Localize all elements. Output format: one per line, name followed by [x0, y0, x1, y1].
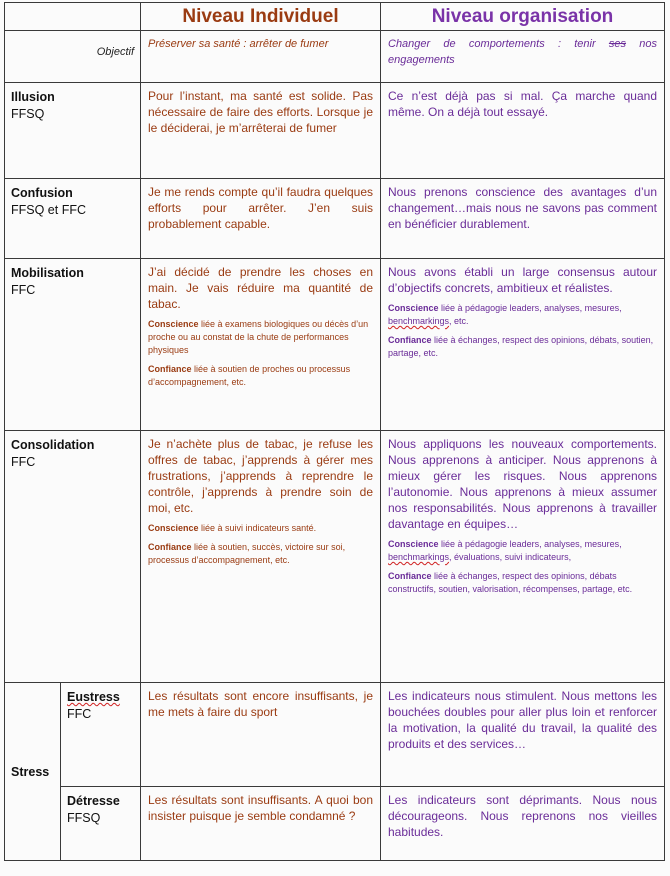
- stress-label: Stress: [5, 683, 61, 861]
- conscience-note: [388, 302, 657, 328]
- conscience-text-post: , évaluations, suivi indicateurs,: [449, 552, 572, 562]
- stage-sub: FFSQ et FFC: [11, 203, 86, 217]
- row-detresse: [5, 787, 665, 861]
- stage-label-eustress: [61, 683, 141, 787]
- objective-label: Objectif: [5, 31, 141, 83]
- consolidation-organisation: [381, 431, 665, 683]
- objective-row: [5, 31, 665, 83]
- conscience-text-pre: liée à pédagogie leaders, analyses, mesures,: [438, 539, 622, 549]
- illusion-organisation: Ce n’est déjà pas si mal. Ça marche quand même. On a déjà tout essayé.: [381, 83, 665, 179]
- confiance-label: Confiance: [148, 542, 192, 552]
- confiance-label: Confiance: [388, 571, 432, 581]
- stage-sub: FFSQ: [11, 107, 45, 121]
- stage-title: Mobilisation: [11, 266, 84, 280]
- detresse-individual: Les résultats sont insuffisants. A quoi bon insister puisque je semble condamné ?: [141, 787, 381, 861]
- confusion-organisation: Nous prenons conscience des avantages d’un changement…mais nous ne savons pas comment en bénéficier durablement.: [381, 179, 665, 259]
- stage-label-detresse: [61, 787, 141, 861]
- objective-organisation-strike: ses: [608, 38, 627, 50]
- comparison-table: [4, 2, 665, 861]
- header-empty-cell: [5, 3, 141, 31]
- stage-title: Eustress: [67, 690, 120, 704]
- stage-label-confusion: [5, 179, 141, 259]
- stage-sub: FFSQ: [67, 811, 101, 825]
- stage-label-consolidation: [5, 431, 141, 683]
- stage-title: Confusion: [11, 186, 73, 200]
- confusion-individual: Je me rends compte qu’il faudra quelques efforts pour arrêter. J’en suis probablement capable.: [141, 179, 381, 259]
- conscience-label: Conscience: [148, 319, 199, 329]
- main-text: Nous avons établi un large consensus autour d’objectifs concrets, ambitieux et réalistes.: [388, 265, 657, 295]
- main-text: Nous appliquons les nouveaux comportements. Nous apprenons à anticiper. Nous apprenons à mieux gérer les risques. Nous apprenons l’autonomie. Nous apprenons à mieux assumer nos responsabilités. Nous apprenons à travailler davantage en équipes…: [388, 437, 657, 531]
- conscience-note: [148, 522, 373, 535]
- stage-label-illusion: [5, 83, 141, 179]
- confiance-note: [388, 334, 657, 360]
- confiance-text: liée à échanges, respect des opinions, débats, soutien, partage, etc.: [388, 335, 654, 358]
- main-text: Je n’achète plus de tabac, je refuse les offres de tabac, j’apprends à gérer mes frustrations, j’apprends à reprendre le contrôle, j’apprends à prendre soin de moi, etc.: [148, 437, 373, 515]
- stage-title: Détresse: [67, 794, 120, 808]
- main-text: J’ai décidé de prendre les choses en main. Je vais réduire ma quantité de tabac.: [148, 265, 373, 311]
- confiance-label: Confiance: [148, 364, 192, 374]
- eustress-individual: Les résultats sont encore insuffisants, je me mets à faire du sport: [141, 683, 381, 787]
- conscience-label: Conscience: [148, 523, 199, 533]
- stage-sub: FFC: [11, 455, 36, 469]
- conscience-text-post: , etc.: [449, 316, 469, 326]
- eustress-organisation: Les indicateurs nous stimulent. Nous mettons les bouchées doubles pour aller plus loin et renforcer la motivation, la qualité du travail, la qualité des produits et des services…: [381, 683, 665, 787]
- conscience-text: liée à suivi indicateurs santé.: [198, 523, 317, 533]
- stage-sub: FFC: [67, 707, 92, 721]
- conscience-label: Conscience: [388, 539, 439, 549]
- confiance-note: [388, 570, 657, 596]
- row-consolidation: [5, 431, 665, 683]
- header-individual: Niveau Individuel: [141, 3, 381, 31]
- conscience-text-pre: liée à pédagogie leaders, analyses, mesures,: [438, 303, 622, 313]
- stage-title: Illusion: [11, 90, 55, 104]
- objective-organisation: [381, 31, 665, 83]
- illusion-individual: Pour l’instant, ma santé est solide. Pas nécessaire de faire des efforts. Lorsque je le déciderai, je m’arrêterai de fumer: [141, 83, 381, 179]
- row-mobilisation: [5, 259, 665, 431]
- row-illusion: [5, 83, 665, 179]
- conscience-note: [388, 538, 657, 564]
- row-confusion: [5, 179, 665, 259]
- conscience-text: liée à examens biologiques ou décès d’un proche ou au constat de la chute de performances physiques: [148, 319, 369, 355]
- objective-individual: Préserver sa santé : arrêter de fumer: [141, 31, 381, 83]
- confiance-text: liée à échanges, respect des opinions, débats constructifs, soutien, valorisation, récompenses, partage, etc.: [388, 571, 633, 594]
- objective-organisation-post: nos engagements: [388, 38, 657, 66]
- confiance-text: liée à soutien de proches ou processus d’accompagnement, etc.: [148, 364, 351, 387]
- header-organisation: Niveau organisation: [381, 3, 665, 31]
- consolidation-individual: [141, 431, 381, 683]
- header-row: [5, 3, 665, 31]
- conscience-note: [148, 318, 373, 357]
- conscience-text-bench: benchmarkings: [388, 316, 450, 326]
- row-eustress: [5, 683, 665, 787]
- confiance-text: liée à soutien, succès, victoire sur soi, processus d’accompagnement, etc.: [148, 542, 346, 565]
- detresse-organisation: Les indicateurs sont déprimants. Nous nous décourageons. Nous reprenons nos vieilles habitudes.: [381, 787, 665, 861]
- mobilisation-individual: [141, 259, 381, 431]
- confiance-note: [148, 363, 373, 389]
- stage-sub: FFC: [11, 283, 36, 297]
- stage-title: Consolidation: [11, 438, 95, 452]
- stage-label-mobilisation: [5, 259, 141, 431]
- objective-organisation-pre: Changer de comportements : tenir: [388, 38, 609, 50]
- mobilisation-organisation: [381, 259, 665, 431]
- conscience-text-bench: benchmarkings: [388, 552, 450, 562]
- confiance-note: [148, 541, 373, 567]
- conscience-label: Conscience: [388, 303, 439, 313]
- confiance-label: Confiance: [388, 335, 432, 345]
